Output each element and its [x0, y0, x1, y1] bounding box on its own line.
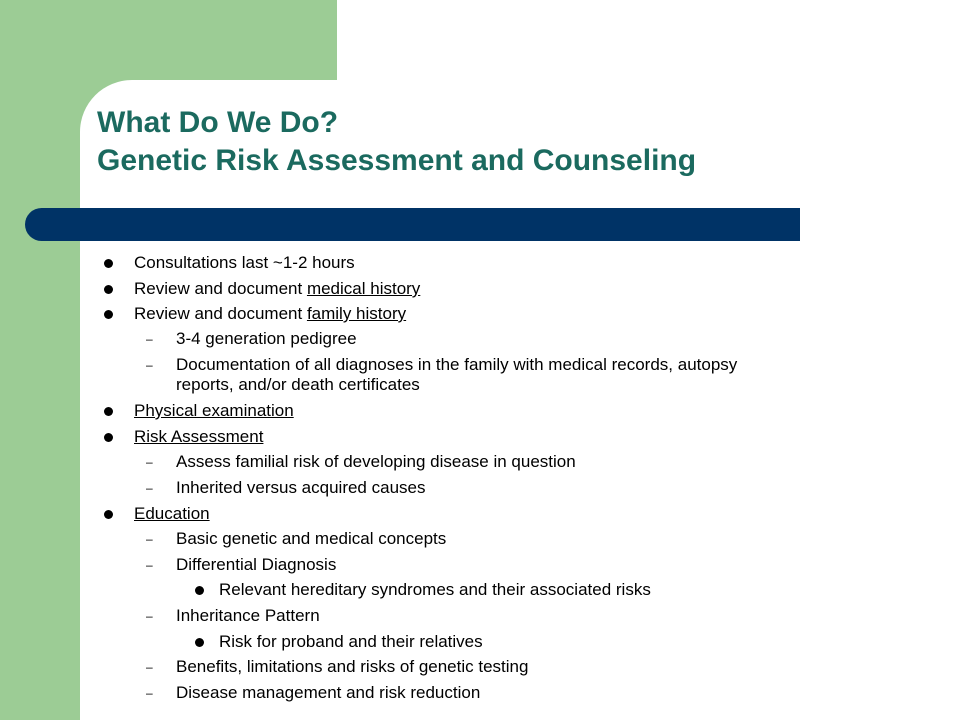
list-subitem — [146, 529, 447, 549]
list-subitem-text: Benefits, limitations and risks of genetic testing — [176, 657, 529, 676]
list-item — [134, 304, 406, 324]
dash-icon: – — [146, 481, 153, 495]
list-subitem — [146, 606, 320, 626]
medical-history-link[interactable]: medical history — [306, 279, 421, 298]
list-item — [134, 401, 294, 421]
list-item-text: Review and document — [134, 304, 307, 323]
dash-icon: – — [146, 660, 153, 674]
bullet-dot-icon — [104, 259, 113, 268]
list-subitem — [146, 683, 481, 703]
slide-title-line-1: What Do We Do? — [97, 106, 339, 139]
list-subitem-text: Disease management and risk reduction — [176, 683, 481, 702]
dash-icon: – — [146, 455, 153, 469]
list-subitem — [146, 329, 357, 349]
bullet-dot-icon — [104, 510, 113, 519]
list-subitem-text: Assess familial risk of developing disease in question — [176, 452, 576, 471]
list-subitem — [146, 355, 738, 395]
list-item — [134, 279, 420, 299]
dash-icon: – — [146, 609, 153, 623]
bullet-dot-icon — [104, 310, 113, 319]
list-item — [134, 427, 263, 447]
list-subitem-text: Inherited versus acquired causes — [176, 478, 426, 497]
education-link[interactable]: Education — [134, 504, 210, 523]
list-subsubitem — [219, 632, 483, 652]
dash-icon: – — [146, 686, 153, 700]
list-subsubitem — [219, 580, 651, 600]
dash-icon: – — [146, 558, 153, 572]
list-item-text: Review and document — [134, 279, 307, 298]
dash-icon: – — [146, 332, 153, 346]
bullet-dot-icon — [195, 638, 204, 647]
family-history-link[interactable]: family history — [306, 304, 407, 323]
list-item-text: Consultations last ~1-2 hours — [134, 253, 355, 272]
dash-icon: – — [146, 532, 153, 546]
list-subitem-text-line-1: Documentation of all diagnoses in the family with medical records, autopsy — [176, 355, 738, 374]
list-subitem-text: Basic genetic and medical concepts — [176, 529, 447, 548]
list-subitem-text-line-2: reports, and/or death certificates — [176, 375, 420, 394]
list-subitem — [146, 452, 576, 472]
list-subitem — [146, 555, 337, 575]
risk-assessment-link[interactable]: Risk Assessment — [134, 427, 264, 446]
list-subitem-text: 3-4 generation pedigree — [176, 329, 357, 348]
list-subitem — [146, 657, 529, 677]
dash-icon: – — [146, 358, 153, 372]
list-subitem — [146, 478, 426, 498]
list-subitem-text: Inheritance Pattern — [176, 606, 320, 625]
bullet-dot-icon — [104, 407, 113, 416]
physical-examination-link[interactable]: Physical examination — [134, 401, 294, 420]
list-subsubitem-text: Relevant hereditary syndromes and their associated risks — [219, 580, 651, 599]
list-item — [134, 504, 210, 524]
bullet-dot-icon — [104, 285, 113, 294]
slide-title-line-2: Genetic Risk Assessment and Counseling — [97, 144, 697, 177]
list-subsubitem-text: Risk for proband and their relatives — [219, 632, 483, 651]
list-item — [134, 253, 355, 273]
list-subitem-text: Differential Diagnosis — [176, 555, 337, 574]
bullet-dot-icon — [195, 586, 204, 595]
bullet-dot-icon — [104, 433, 113, 442]
